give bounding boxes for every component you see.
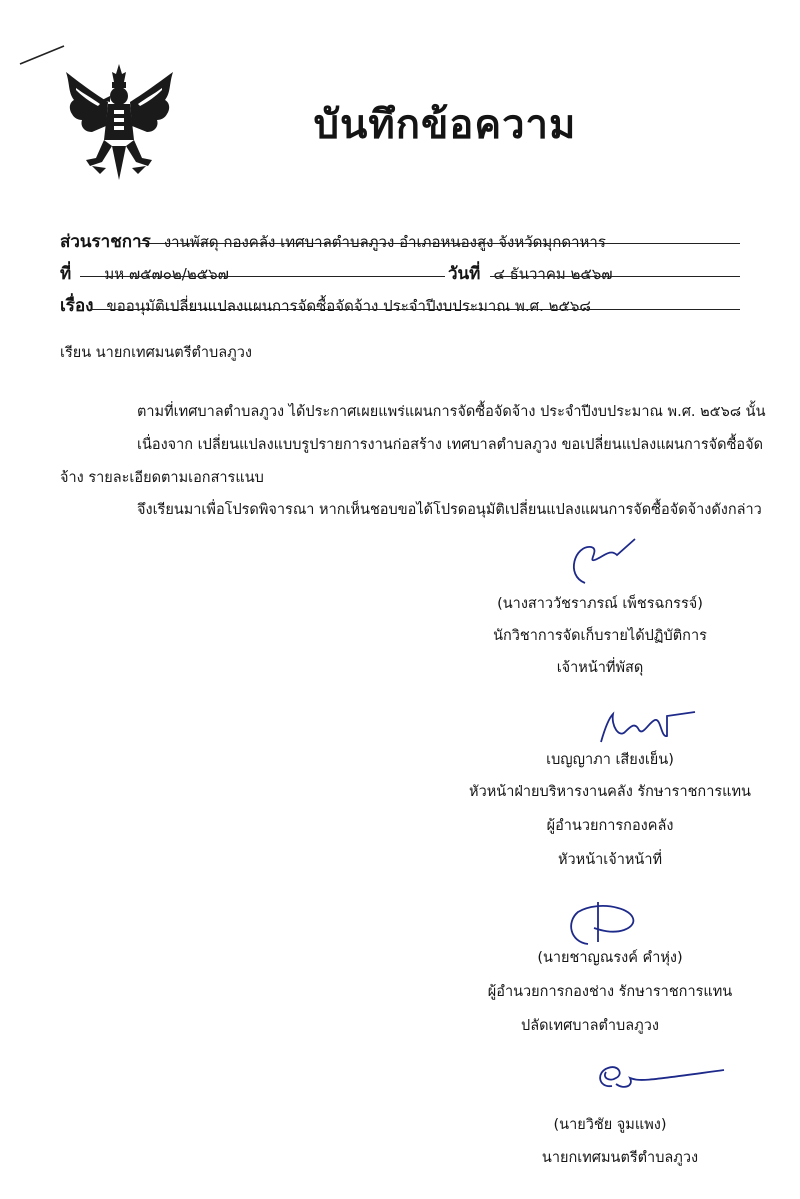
signature-1-role: เจ้าหน้าที่พัสดุ [556, 660, 644, 676]
body-line-4: จึงเรียนมาเพื่อโปรดพิจารณา หากเห็นชอบขอได้โปรดอนุมัติเปลี่ยนแปลงแผนการจัดซื้อจัดจ้างดังกล่าว [137, 502, 762, 518]
signature-1-position: นักวิชาการจัดเก็บรายได้ปฏิบัติการ [493, 628, 707, 644]
pen-mark [18, 44, 68, 70]
signature-3-name: (นายชาญณรงค์ คำหุ่ง) [537, 950, 683, 966]
subject-underline [90, 309, 740, 310]
agency-underline [140, 243, 740, 244]
signature-3-role: ปลัดเทศบาลตำบลภูวง [521, 1018, 659, 1034]
signature-2-role: หัวหน้าเจ้าหน้าที่ [557, 852, 663, 868]
ref-underline [80, 276, 445, 277]
body-line-2: เนื่องจาก เปลี่ยนแปลงแบบรูปรายการงานก่อสร้าง เทศบาลตำบลภูวง ขอเปลี่ยนแปลงแผนการจัดซื้อจัด [137, 437, 764, 453]
signature-1-scribble [545, 535, 645, 589]
signature-2-position: หัวหน้าฝ่ายบริหารงานคลัง รักษาราชการแทน [469, 784, 751, 800]
signature-4-position: นายกเทศมนตรีตำบลภูวง [541, 1150, 699, 1166]
signature-3-position: ผู้อำนวยการกองช่าง รักษาราชการแทน [487, 984, 733, 1000]
agency-row [60, 228, 606, 255]
signature-1-name: (นางสาววัชราภรณ์ เพ็ชรฉกรรจ์) [497, 596, 703, 612]
body-line-3: จ้าง รายละเอียดตามเอกสารแนบ [60, 470, 264, 486]
ref-value: มห ๗๕๗๐๒/๒๕๖๗ [104, 265, 229, 283]
memo-title: บันทึกข้อความ [313, 102, 577, 148]
date-underline [490, 276, 740, 277]
signature-3-scribble [560, 898, 650, 952]
ref-row [60, 260, 229, 287]
subject-value: ขออนุมัติเปลี่ยนแปลงแผนการจัดซื้อจัดจ้าง ประจำปีงบประมาณ พ.ศ. ๒๕๖๘ [106, 297, 592, 315]
subject-label: เรื่อง [60, 296, 94, 316]
body-line-1: ตามที่เทศบาลตำบลภูวง ได้ประกาศเผยแพร่แผนการจัดซื้อจัดจ้าง ประจำปีงบประมาณ พ.ศ. ๒๕๖๘ นั้น [137, 404, 766, 420]
signature-2-name: เบญญาภา เสียงเย็น) [546, 752, 674, 768]
agency-label: ส่วนราชการ [60, 232, 151, 252]
agency-value: งานพัสดุ กองคลัง เทศบาลตำบลภูวง อำเภอหนองสูง จังหวัดมุกดาหาร [163, 233, 606, 251]
signature-2-scribble [595, 708, 705, 752]
signature-2-dept: ผู้อำนวยการกองคลัง [546, 818, 674, 834]
salutation: เรียน นายกเทศมนตรีตำบลภูวง [60, 345, 252, 361]
ref-label: ที่ [60, 264, 72, 284]
signature-4-scribble [590, 1056, 730, 1100]
signature-4-name: (นายวิชัย จูมแพง) [553, 1117, 667, 1133]
date-label: วันที่ [448, 264, 481, 284]
subject-row [60, 292, 591, 319]
date-row [448, 260, 613, 287]
date-value: ๔ ธันวาคม ๒๕๖๗ [493, 265, 613, 283]
